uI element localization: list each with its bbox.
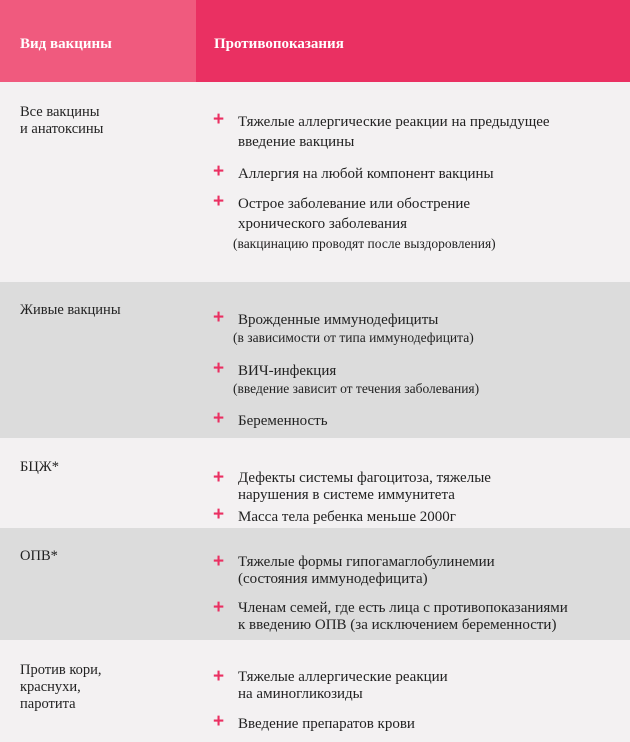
item-text: Острое заболевание или обострение хронического заболевания <box>238 196 471 232</box>
plus-icon: + <box>213 358 225 379</box>
header-contraindications: Противопоказания <box>196 0 630 82</box>
table-row <box>0 82 630 282</box>
vaccine-type: Живые вакцины <box>20 302 121 318</box>
plus-icon: + <box>213 307 225 328</box>
item-text: Беременность <box>238 413 328 429</box>
item-text: Аллергия на любой компонент вакцины <box>238 166 494 182</box>
table-row <box>0 528 630 640</box>
item-text: Членам семей, где есть лица с противопоказаниями к введению ОПВ (за исключением беременности) <box>238 600 568 633</box>
plus-icon: + <box>213 711 225 732</box>
item-note: (вакцинацию проводят после выздоровления) <box>233 236 496 251</box>
item-text: ВИЧ-инфекция <box>238 363 337 379</box>
item-text: Врожденные иммунодефициты <box>238 312 439 328</box>
item-note: (в зависимости от типа иммунодефицита) <box>233 330 474 345</box>
table-row <box>0 640 630 742</box>
plus-icon: + <box>213 408 225 429</box>
plus-icon: + <box>213 191 225 212</box>
item-text: Тяжелые аллергические реакции на предыдущее введение вакцины <box>238 114 550 150</box>
item-text: Введение препаратов крови <box>238 716 415 732</box>
table-header <box>0 0 630 82</box>
item-text: Тяжелые формы гипогамаглобулинемии (состояния иммунодефицита) <box>238 554 495 587</box>
vaccine-type: Все вакцины и анатоксины <box>20 104 104 137</box>
plus-icon: + <box>213 551 225 572</box>
vaccine-type: БЦЖ* <box>20 459 60 475</box>
item-note: (введение зависит от течения заболевания) <box>233 381 480 396</box>
table-row <box>0 438 630 528</box>
item-text: Тяжелые аллергические реакции на аминогликозиды <box>238 669 448 702</box>
plus-icon: + <box>213 109 225 130</box>
plus-icon: + <box>213 597 225 618</box>
vaccine-type: Против кори, краснухи, паротита <box>20 662 102 712</box>
item-text: Дефекты системы фагоцитоза, тяжелые нарушения в системе иммунитета <box>238 470 491 503</box>
plus-icon: + <box>213 666 225 687</box>
plus-icon: + <box>213 504 225 525</box>
item-text: Масса тела ребенка меньше 2000г <box>238 509 456 525</box>
plus-icon: + <box>213 467 225 488</box>
vaccine-type: ОПВ* <box>20 548 58 564</box>
header-vaccine-type: Вид вакцины <box>0 0 196 82</box>
plus-icon: + <box>213 161 225 182</box>
table-row <box>0 282 630 438</box>
